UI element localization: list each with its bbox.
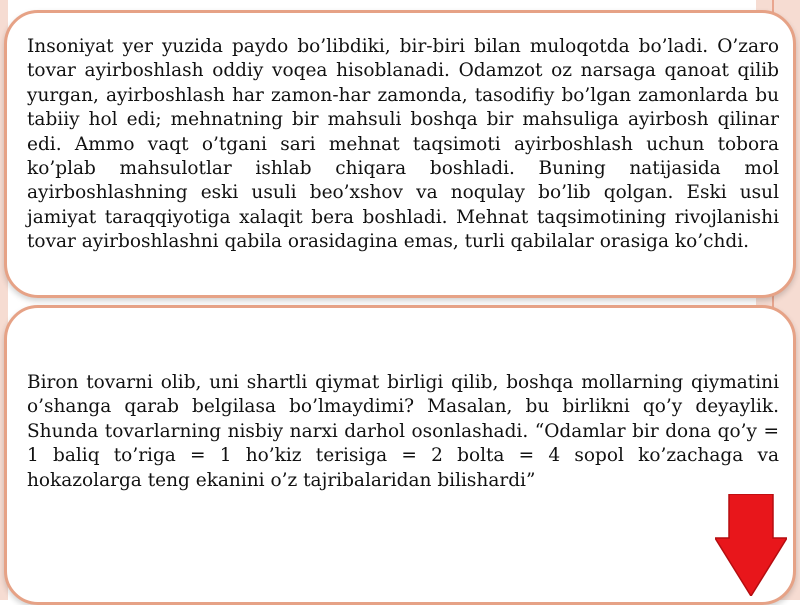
paragraph-barter-history: Insoniyat yer yuzida paydo bo’libdiki, bir-biri bilan muloqotda bo’ladi. O’zaro tovar ayirboshlash oddiy voqea hisoblanadi. Odamzot oz narsaga qanoat qilib yurgan, ayirboshlash har zamon-har zamonda, tasodifiy bo’lgan zamonlarda bu tabiiy hol edi; mehnatning bir mahsuli boshqa bir mahsuliga ayirbosh qilinar edi. Ammo vaqt o’tgani sari mehnat taqsimoti ayirboshlash uchun tobora ko’plab mahsulotlar ishlab chiqara boshladi. Buning natijasida mol ayirboshlashning eski usuli beo’xshov va noqulay bo’lib qolgan. Eski usul jamiyat taraqqiyotiga xalaqit bera boshladi. Mehnat taqsimotining rivojlanishi tovar ayirboshlashni qabila orasidagina emas, turli qabilalar orasiga ko’chdi.	[27, 36, 779, 253]
text-card-top	[4, 10, 796, 298]
paragraph-value-unit: Biron tovarni olib, uni shartli qiymat birligi qilib, boshqa mollarning qiymatini o’shanga qarab belgilasa bo’lmaydimi? Masalan, bu birlikni qo’y deyaylik. Shunda tovarlarning nisbiy narxi darhol osonlashadi. “Odamlar bir dona qo’y = 1 baliq to’riga = 1 ho’kiz terisiga = 2 bolta = 4 sopol ko’zachaga va hokazolarga teng ekanini o’z tajribalaridan bilishardi”	[27, 372, 779, 491]
arrow-down-icon[interactable]	[715, 494, 787, 596]
arrow-down-shape	[715, 494, 787, 596]
text-card-bottom	[4, 305, 796, 605]
